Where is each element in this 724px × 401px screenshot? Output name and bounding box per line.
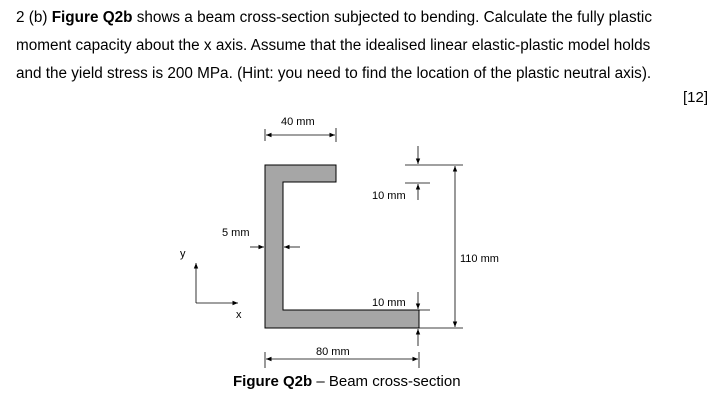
question-number: 2 (b) [16, 9, 48, 26]
figure-caption [233, 373, 461, 390]
dim-top-flange [372, 146, 418, 202]
dim-top-width-label: 40 mm [281, 116, 315, 128]
dim-web-thickness-label: 5 mm [222, 227, 250, 239]
question-line-3: and the yield stress is 200 MPa. (Hint: you need to find the location of the plastic neutral axis). [16, 65, 652, 82]
question-line-1-text: shows a beam cross-section subjected to bending. Calculate the fully plastic [136, 9, 652, 26]
dim-top-width [265, 116, 336, 142]
dim-bottom-width-label: 80 mm [316, 346, 350, 358]
dim-top-flange-label: 10 mm [372, 190, 406, 202]
figure-caption-label: Figure Q2b [233, 373, 313, 390]
dim-height-label: 110 mm [460, 253, 499, 265]
figure-caption-text: – Beam cross-section [312, 373, 461, 390]
dim-web-thickness [222, 227, 300, 247]
coordinate-axes [180, 248, 242, 321]
axis-y-label: y [180, 248, 186, 260]
marks-label: [12] [682, 89, 708, 106]
dim-bottom-width [265, 346, 419, 368]
dim-height [455, 166, 499, 327]
dim-bottom-flange-label: 10 mm [372, 297, 406, 309]
axis-x-label: x [236, 309, 242, 321]
question-line-2: moment capacity about the x axis. Assume that the idealised linear elastic-plastic model holds [16, 37, 651, 54]
figure-reference: Figure Q2b [51, 9, 133, 26]
